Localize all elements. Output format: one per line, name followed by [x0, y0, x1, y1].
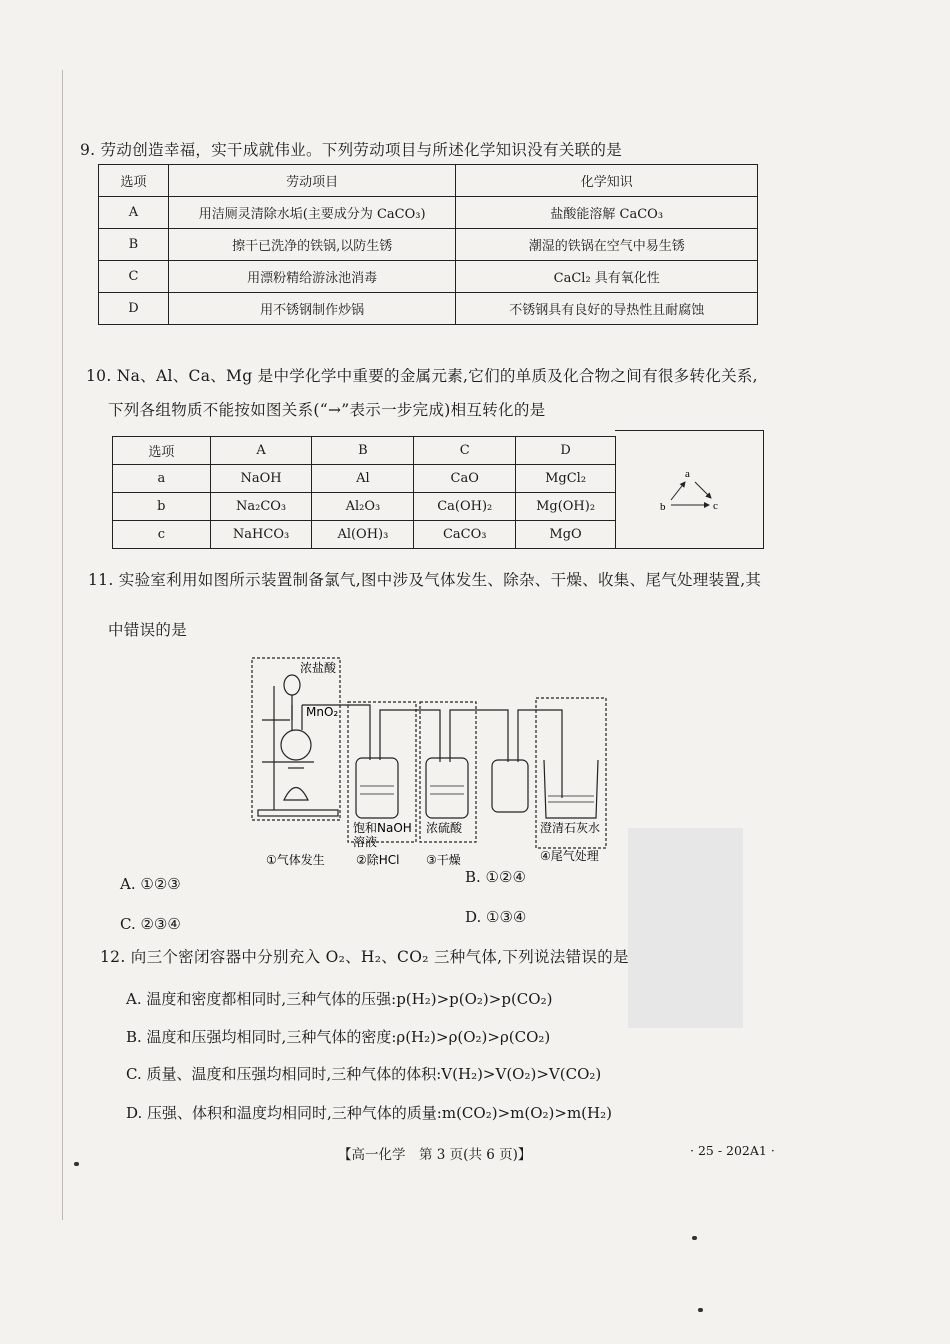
header-cell: 化学知识: [456, 165, 758, 197]
cell: CaCl₂ 具有氧化性: [456, 261, 758, 293]
page-footer: 【高一化学 第 3 页(共 6 页)】: [338, 1147, 532, 1163]
node-c: c: [713, 500, 718, 512]
q10-table: [112, 436, 616, 549]
q12-option-c: C. 质量、温度和压强均相同时,三种气体的体积:V(H₂)>V(O₂)>V(CO₂): [126, 1065, 602, 1083]
q10-triangle-diagram: [615, 430, 763, 547]
table-row: [99, 229, 758, 261]
cell: NaHCO₃: [210, 521, 312, 549]
header-cell: 劳动项目: [168, 165, 456, 197]
node-b: b: [660, 501, 666, 513]
header-cell: C: [414, 437, 516, 465]
cell: CaCO₃: [414, 521, 516, 549]
cell: MgCl₂: [516, 465, 616, 493]
table-row: [99, 293, 758, 325]
arrow-a-to-c: [695, 482, 711, 498]
header-cell: 选项: [99, 165, 169, 197]
cell: D: [99, 293, 169, 325]
header-cell: D: [516, 437, 616, 465]
q12-stem: 12. 向三个密闭容器中分别充入 O₂、H₂、CO₂ 三种气体,下列说法错误的是: [100, 948, 629, 966]
q11-option-a: A. ①②③: [120, 875, 181, 893]
q11-stem-line2: 中错误的是: [108, 621, 188, 639]
table-row: [113, 465, 616, 493]
cell: 擦干已洗净的铁锅,以防生锈: [168, 229, 456, 261]
table-row: [113, 521, 616, 549]
cell: 用不锈钢制作炒锅: [168, 293, 456, 325]
cell: 盐酸能溶解 CaCO₃: [456, 197, 758, 229]
node-a: a: [685, 468, 690, 480]
label-conc-h2so4: 浓硫酸: [426, 821, 463, 835]
header-cell: A: [210, 437, 312, 465]
scan-smudge: [628, 828, 743, 1028]
cell: NaOH: [210, 465, 312, 493]
label-sat-naoh: 饱和NaOH: [353, 821, 412, 835]
label-solution: 溶液: [353, 835, 378, 849]
cell: Al₂O₃: [312, 493, 414, 521]
q11-option-c: C. ②③④: [120, 915, 181, 933]
header-cell: 选项: [113, 437, 211, 465]
scan-speck: [692, 1236, 697, 1240]
q12-option-b: B. 温度和压强均相同时,三种气体的密度:ρ(H₂)>ρ(O₂)>ρ(CO₂): [126, 1028, 551, 1046]
q11-stem-line1: 11. 实验室利用如图所示装置制备氯气,图中涉及气体发生、除杂、干燥、收集、尾气处理装置,其: [88, 571, 762, 589]
table-row: [99, 197, 758, 229]
q11-apparatus-diagram: [240, 650, 620, 875]
cell: Al: [312, 465, 414, 493]
cell: 不锈钢具有良好的导热性且耐腐蚀: [456, 293, 758, 325]
cell: MgO: [516, 521, 616, 549]
q9-stem: 9. 劳动创造幸福，实干成就伟业。下列劳动项目与所述化学知识没有关联的是: [80, 141, 623, 159]
label-mno2: MnO₂: [306, 705, 339, 719]
q9-table: [98, 164, 758, 325]
cell: CaO: [414, 465, 516, 493]
q11-option-b: B. ①②④: [465, 868, 526, 886]
cell: c: [113, 521, 211, 549]
arrow-b-to-a: [671, 482, 685, 500]
table-row: [113, 493, 616, 521]
cell: a: [113, 465, 211, 493]
page-edge: [62, 70, 63, 1220]
label-limewater: 澄清石灰水: [540, 821, 601, 835]
q12-option-d: D. 压强、体积和温度均相同时,三种气体的质量:m(CO₂)>m(O₂)>m(H₂): [126, 1104, 612, 1122]
cell: A: [99, 197, 169, 229]
q12-option-a: A. 温度和密度都相同时,三种气体的压强:p(H₂)>p(O₂)>p(CO₂): [126, 990, 553, 1008]
cell: 用洁厕灵清除水垢(主要成分为 CaCO₃): [168, 197, 456, 229]
scan-speck: [698, 1308, 703, 1312]
cell: C: [99, 261, 169, 293]
section-label-1: ①气体发生: [266, 853, 325, 867]
q11-option-d: D. ①③④: [465, 908, 527, 926]
section-label-4: ④尾气处理: [540, 849, 599, 863]
cell: b: [113, 493, 211, 521]
cell: 用漂粉精给游泳池消毒: [168, 261, 456, 293]
table-header-row: [99, 165, 758, 197]
q10-stem-line2: 下列各组物质不能按如图关系(“→”表示一步完成)相互转化的是: [108, 401, 546, 419]
cell: Ca(OH)₂: [414, 493, 516, 521]
section-label-2: ②除HCl: [356, 853, 400, 867]
exam-code: · 25 - 202A1 ·: [690, 1143, 775, 1158]
q10-stem-line1: 10. Na、Al、Ca、Mg 是中学化学中重要的金属元素,它们的单质及化合物之间有很多转化关系,: [86, 367, 758, 385]
box-gas-generation: [252, 658, 340, 820]
table-row: [99, 261, 758, 293]
section-label-3: ③干燥: [426, 853, 461, 867]
label-conc-hcl: 浓盐酸: [300, 661, 337, 675]
table-header-row: [113, 437, 616, 465]
header-cell: B: [312, 437, 414, 465]
cell: Na₂CO₃: [210, 493, 312, 521]
scan-speck: [74, 1162, 79, 1166]
cell: 潮湿的铁锅在空气中易生锈: [456, 229, 758, 261]
cell: Mg(OH)₂: [516, 493, 616, 521]
cell: Al(OH)₃: [312, 521, 414, 549]
cell: B: [99, 229, 169, 261]
